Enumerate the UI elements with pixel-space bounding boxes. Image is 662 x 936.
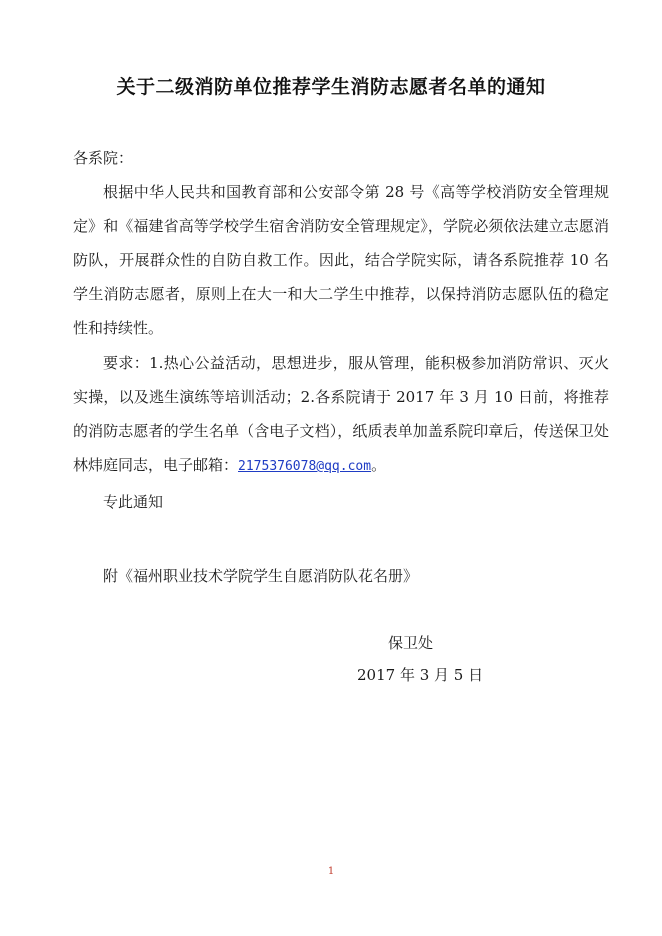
signature-organization: 保卫处 xyxy=(388,634,434,652)
closing-text: 专此通知 xyxy=(103,493,164,511)
requirements-text: 要求：1.热心公益活动，思想进步，服从管理，能积极参加消防常识、灭火实操，以及逃生演练等培训活动；2.各系院请于 2017 年 3 月 10 日前，将推荐的消防志愿者的学生名单（含电子文档），纸质表单加盖系院印章后，传送保卫处林炜庭同志，电子邮箱： xyxy=(73,354,609,474)
page-number: 1 xyxy=(327,866,335,877)
attachment-note: 附《福州职业技术学院学生自愿消防队花名册》 xyxy=(103,567,419,585)
signature-date: 2017 年 3 月 5 日 xyxy=(357,666,484,684)
paragraph-requirements xyxy=(73,346,609,484)
paragraph-2-text xyxy=(73,346,609,484)
paragraph-1-text: 根据中华人民共和国教育部和公安部令第 28 号《高等学校消防安全管理规定》和《福建省高等学校学生宿舍消防安全管理规定》，学院必须依法建立志愿消防队，开展群众性的自防自救工作。因此，结合学院实际，请各系院推荐 10 名学生消防志愿者，原则上在大一和大二学生中推荐，以保持消防志愿队伍的稳定性和持续性。 xyxy=(73,183,609,337)
document-title: 关于二级消防单位推荐学生消防志愿者名单的通知 xyxy=(116,76,546,98)
requirements-end: 。 xyxy=(371,456,387,474)
email-link[interactable]: 2175376078@qq.com xyxy=(238,459,372,474)
salutation: 各系院： xyxy=(73,149,134,167)
paragraph-background xyxy=(73,175,609,345)
